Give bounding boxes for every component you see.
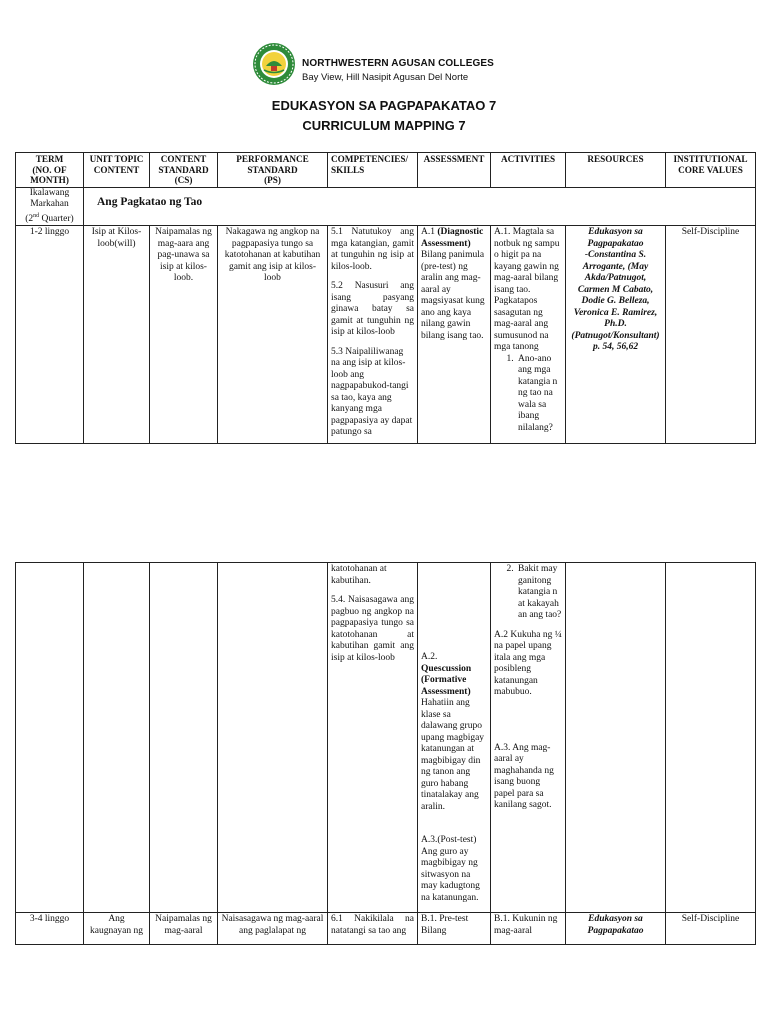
- assessment-cell: A.1 (Diagnostic Assessment) Bilang panimula (pre-test) ng aralin ang mag-aaral ay magsiyasat kung ano ang kaya nilang gawin bilang isang tao.: [418, 226, 491, 444]
- performance-standard-cell: [218, 563, 328, 913]
- core-values-cell: Self-Discipline: [666, 226, 756, 444]
- table-row: [16, 563, 756, 913]
- resources-cell: [566, 563, 666, 913]
- competencies-cell: katotohanan at kabutihan. 5.4. Naisasagawa ang pagbuo ng angkop na pagpapasiya tungo sa katotohanan at kabutihan gamit ang isip at kilos-loob: [328, 563, 418, 913]
- topic-cell: [84, 187, 756, 226]
- header-activities: ACTIVITIES: [491, 153, 566, 188]
- table-row: [16, 913, 756, 945]
- header-performance-standard: PERFORMANCE STANDARD (PS): [218, 153, 328, 188]
- assessment-cell: A.2. Quescussion (Formative Assessment) Hahatiin ang klase sa dalawang grupo upang magbigay katanungan at magbibigay din ng tanon ang guro habang tinatalakay ang aralin. A.3.(Post-test) Ang guro ay magbibigay ng sitwasyon na may kadugtong na katanungan.: [418, 563, 491, 913]
- quarter-label: Ikalawang Markahan (2nd Quarter): [16, 187, 84, 226]
- header-resources: RESOURCES: [566, 153, 666, 188]
- performance-standard-cell: Nakagawa ng angkop na pagpapasiya tungo sa katotohanan at kabutihan gamit ang isip at kilos-loob: [218, 226, 328, 444]
- header-core-values: INSTITUTIONAL CORE VALUES: [666, 153, 756, 188]
- document-subtitle: CURRICULUM MAPPING 7: [302, 118, 466, 133]
- header-term: TERM (NO. OF MONTH): [16, 153, 84, 188]
- assessment-cell: B.1. Pre-test Bilang: [418, 913, 491, 945]
- topic-title: Ang Pagkatao ng Tao: [97, 195, 203, 208]
- content-standard-cell: Naipamalas ng mag-aara ang pag-unawa sa isip at kilos-loob.: [150, 226, 218, 444]
- document-title: EDUKASYON SA PAGPAPAKATAO 7: [271, 98, 497, 113]
- school-seal-icon: [252, 42, 296, 86]
- header-unit-topic: UNIT TOPIC CONTENT: [84, 153, 150, 188]
- curriculum-table-part-1: [15, 152, 756, 444]
- header-assessment: ASSESSMENT: [418, 153, 491, 188]
- competencies-cell: 5.1 Natutukoy ang mga katangian, gamit at tunguhin ng isip at kilos-loob. 5.2 Nasusuri ang isang pasyang ginawa batay sa gamit at tunguhin ng isip at kilos-loob 5.3 Naipaliliwanag na ang isip at kilos-loob ang nagpapabukod-tangi sa tao, kaya ang kanyang mga pagpapasiya ay dapat patungo sa: [328, 226, 418, 444]
- unit-topic-cell: Ang kaugnayan ng: [84, 913, 150, 945]
- content-standard-cell: Naipamalas ng mag-aaral: [150, 913, 218, 945]
- activities-cell: 2. Bakit may ganitong katangia n at kakayah an ang tao? A.2 Kukuha ng ¼ na papel upang itala ang mga posibleng katanungan mabubuo. A.3. Ang mag-aaral ay maghahanda ng isang buong papel para sa kanilang sagot.: [491, 563, 566, 913]
- core-values-cell: [666, 563, 756, 913]
- activities-cell: A.1. Magtala sa notbuk ng sampu o higit pa na kayang gawin ng mag-aaral bilang isang tao. Pagkatapos sasagutan ng mag-aaral ang sumusunod na mga tanong 1. Ano-ano ang mga katangia n ng tao na wala sa ibang nilalang?: [491, 226, 566, 444]
- list-item: 2. Bakit may ganitong katangia n at kakayah an ang tao?: [516, 564, 562, 622]
- term-cell: [16, 563, 84, 913]
- term-cell: 3-4 linggo: [16, 913, 84, 945]
- header-content-standard: CONTENT STANDARD (CS): [150, 153, 218, 188]
- curriculum-table-part-2: [15, 562, 756, 945]
- header-competencies: COMPETENCIES/ SKILLS: [328, 153, 418, 188]
- competencies-cell: 6.1 Nakikilala na natatangi sa tao ang: [328, 913, 418, 945]
- term-cell: 1-2 linggo: [16, 226, 84, 444]
- unit-topic-cell: [84, 563, 150, 913]
- list-item: 1. Ano-ano ang mga katangia n ng tao na wala sa ibang nilalang?: [516, 354, 562, 435]
- unit-topic-cell: Isip at Kilos-loob(will): [84, 226, 150, 444]
- quarter-row: [16, 187, 756, 226]
- resources-cell: Edukasyon sa Pagpapakatao: [566, 913, 666, 945]
- school-address: Bay View, Hill Nasipit Agusan Del Norte: [302, 72, 469, 83]
- resources-cell: Edukasyon sa Pagpapakatao -Constantina S. Arrogante, (May Akda/Patnugot, Carmen M Cabato, Dodie G. Belleza, Veronica E. Ramirez, Ph.D. (Patnugot/Konsultant) p. 54, 56,62: [566, 226, 666, 444]
- table-header-row: [16, 153, 756, 188]
- table-row: [16, 226, 756, 444]
- core-values-cell: Self-Discipline: [666, 913, 756, 945]
- activities-cell: B.1. Kukunin ng mag-aaral: [491, 913, 566, 945]
- performance-standard-cell: Naisasagawa ng mag-aaral ang paglalapat ng: [218, 913, 328, 945]
- school-name: NORTHWESTERN AGUSAN COLLEGES: [302, 58, 494, 69]
- content-standard-cell: [150, 563, 218, 913]
